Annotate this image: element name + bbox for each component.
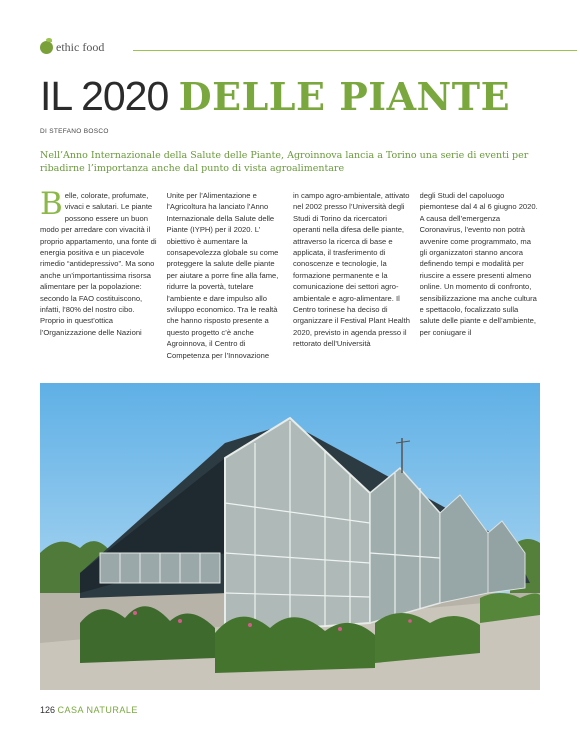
body-columns <box>40 190 540 376</box>
body-column-2 <box>167 190 288 376</box>
section-rubric <box>40 40 104 55</box>
body-column-4 <box>420 190 541 376</box>
body-text-1: elle, colorate, profumate, vivaci e salutari. Le piante possono essere un buon modo per arredare con vivacità il proprio appartamento, una fonte di energia positiva e un piacevole rimedio “antidepressivo”. Ma sono anche un’importantissima risorsa alimentare per la popolazione: secondo la FAO costituiscono, infatti, l’80% del nostro cibo. Proprio in quest’ottica l’Organizzazione delle Nazioni <box>40 191 157 337</box>
standfirst: Nell’Anno Internazionale della Salute delle Piante, Agroinnova lancia a Torino una serie di eventi per ribadirne l’importanza anche dal punto di vista agroalimentare <box>40 150 529 174</box>
greenhouse-photo <box>40 383 540 690</box>
greenhouse-illustration <box>40 383 540 690</box>
headline <box>40 72 510 121</box>
section-label: ethic food <box>56 40 105 54</box>
body-column-1 <box>40 190 161 376</box>
body-column-3 <box>293 190 414 376</box>
drop-cap: B <box>40 190 63 222</box>
rubric-divider <box>133 50 577 51</box>
body-text-4: degli Studi del capoluogo piemontese dal 4 al 6 giugno 2020. A causa dell’emergenza Coronavirus, l’evento non potrà avvenire come programmato, ma gli organizzatori stanno ancora definendo tempi e modalità per riuscire a essere presenti almeno online. Un momento di confronto, sensibilizzazione ma anche cultura e spettacolo, focalizzato sulla salute delle piante e dell’ambiente, per coniugare il <box>419 191 538 337</box>
headline-part1: IL 2020 <box>40 73 179 119</box>
body-text-3: in campo agro-ambientale, attivato nel 2002 presso l’Università degli Studi di Torino da ricercatori operanti nella difesa delle piante, attraverso la ricerca di base e applicata, il trasferimento di conoscenze e tecnologie, la formazione permanente e la comunicazione dei settori agro-ambientale e agro-alimentare. Il Centro torinese ha deciso di organizzare il Festival Plant Health 2020, previsto in agenda presso il rettorato dell’Università <box>293 191 410 349</box>
leaf-logo-icon <box>40 41 53 54</box>
page-footer <box>40 705 138 715</box>
magazine-name: CASA NATURALE <box>57 705 138 715</box>
headline-part2: DELLE PIANTE <box>178 74 511 119</box>
byline: DI STEFANO BOSCO <box>40 128 109 135</box>
page-number: 126 <box>40 705 56 715</box>
body-text-2: Unite per l’Alimentazione e l’Agricoltura ha lanciato l’Anno Internazionale della Salute delle Piante (IYPH) per il 2020. L’ obiettivo è aumentare la consapevolezza globale su come proteggere la salute delle piante per aiutare a porre fine alla fame, ridurre la povertà, tutelare l’ambiente e dare impulso allo sviluppo economico. Tra le realtà che hanno risposto presente a questo progetto c’è anche Agroinnova, il Centro di Competenza per l’Innovazione <box>166 191 279 360</box>
